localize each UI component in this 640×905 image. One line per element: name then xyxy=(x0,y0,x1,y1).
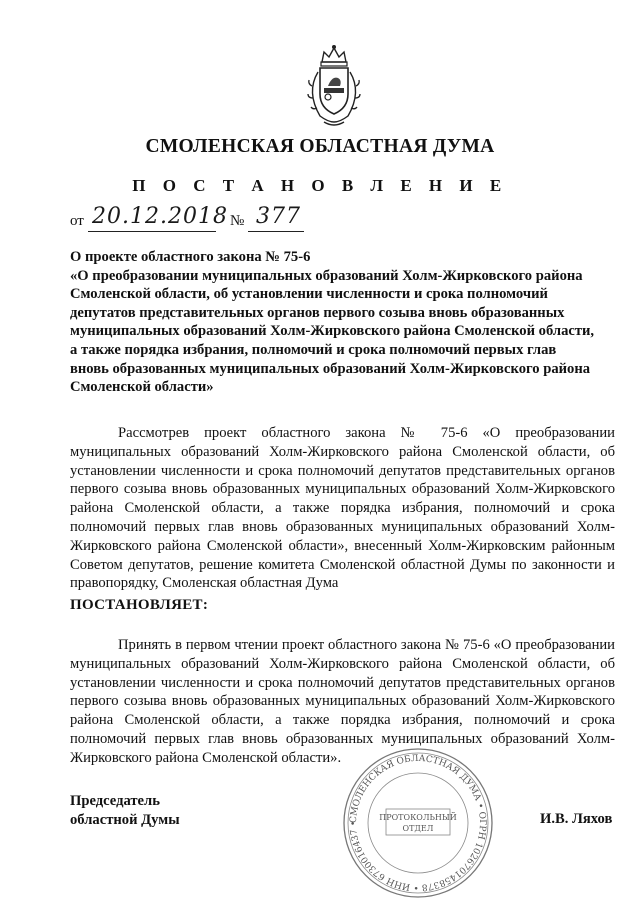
signatory-title-line1: Председатель xyxy=(70,793,160,809)
subject-line: депутатов представительных органов первого созыва вновь образованных xyxy=(70,304,565,321)
resolution-paragraph: Принять в первом чтении проект областного закона № 75-6 «О преобразовании муниципальных образований Холм-Жирковского района Смоленской области, об установлении численности и срока полномочий депутатов представительных органов первого созыва вновь образованных муниципальных образований Холм-Жирковского района Смоленской области, а также порядка избрания, полномочий и срока полномочий первых глав вновь образованных муниципальных образований Холм-Жирковского района Смоленской области». xyxy=(70,637,615,766)
subject-line: муниципальных образований Холм-Жирковского района Смоленской области, xyxy=(70,323,595,340)
stamp-center-line2: ОТДЕЛ xyxy=(402,824,434,833)
subject-line: Смоленской области» xyxy=(70,379,214,396)
decree-heading: ПОСТАНОВЛЯЕТ: xyxy=(70,597,209,613)
date-underline xyxy=(88,231,216,232)
handwritten-number: 377 xyxy=(256,204,301,229)
smolensk-coat-of-arms-emblem xyxy=(298,42,370,128)
subject-line: «О преобразовании муниципальных образований Холм-Жирковского района xyxy=(70,267,583,284)
signatory-title-line2: областной Думы xyxy=(70,812,180,828)
document-subject xyxy=(70,248,615,397)
subject-line: а также порядка избрания, полномочий и срока полномочий первых глав xyxy=(70,341,557,358)
subject-line: Смоленской области, об установлении численности и срока полномочий xyxy=(70,286,548,303)
handwritten-date: 20.12.2018 xyxy=(92,204,228,229)
subject-line: О проекте областного закона № 75-6 xyxy=(70,249,311,265)
date-number-line xyxy=(70,205,370,229)
number-underline xyxy=(248,231,304,232)
organization-title: СМОЛЕНСКАЯ ОБЛАСТНАЯ ДУМА xyxy=(145,136,495,157)
signatory-name: И.В. Ляхов xyxy=(540,811,613,827)
official-round-stamp xyxy=(340,745,496,901)
stamp-center-line1: ПРОТОКОЛЬНЫЙ xyxy=(379,813,457,822)
stamp-ring-text xyxy=(349,754,487,892)
document-type-heading: П О С Т А Н О В Л Е Н И Е xyxy=(132,176,508,195)
subject-line: вновь образованных муниципальных образований Холм-Жирковского района xyxy=(70,360,591,377)
signatory-title xyxy=(70,792,180,830)
number-label: № xyxy=(230,213,245,229)
stamp-ring-textpath: СМОЛЕНСКАЯ ОБЛАСТНАЯ ДУМА • ОГРН 1026701458378 • ИНН 6730016437 • xyxy=(348,753,488,893)
preamble-paragraph: Рассмотрев проект областного закона № 75-6 «О преобразовании муниципальных образований Холм-Жирковского района Смоленской области, об установлении численности и срока полномочий депутатов представительных органов первого созыва вновь образованных муниципальных образований Холм-Жирковского района Смоленской области, а также порядка избрания, полномочий и срока полномочий первых глав вновь образованных муниципальных образований Холм-Жирковского района Смоленской области», внесенный Холм-Жирковским районным Советом депутатов, решение комитета Смоленской областной Думы по законности и правопорядку, Смоленская областная Дума xyxy=(70,425,615,592)
date-from-label: от xyxy=(70,213,84,229)
